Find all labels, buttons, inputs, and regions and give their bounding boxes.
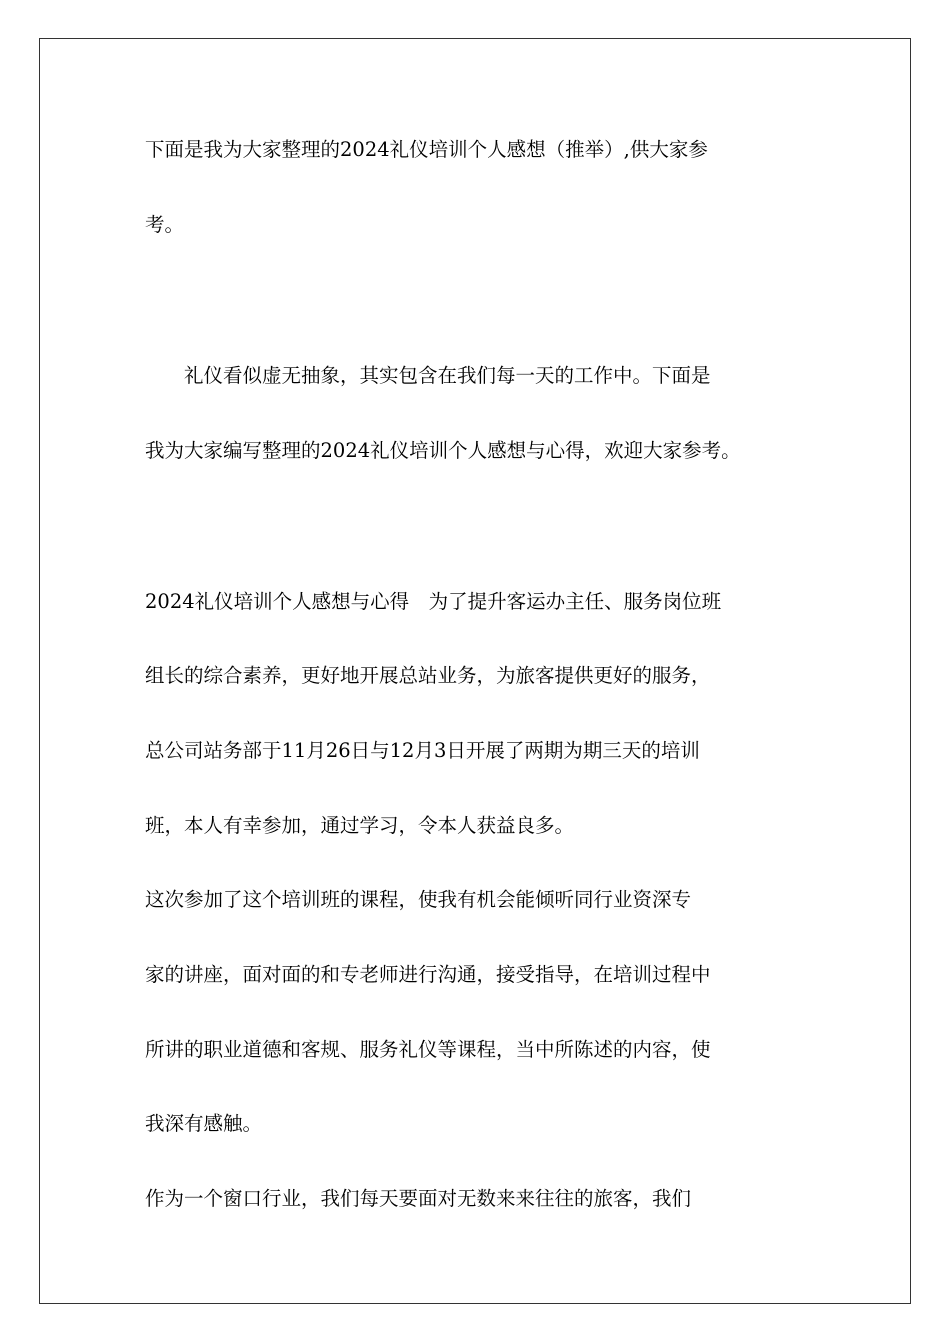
text-line-para3-2: 家的讲座，面对面的和专老师进行沟通，接受指导，在培训过程中 <box>145 963 711 986</box>
text-line-para3-3: 所讲的职业道德和客规、服务礼仪等课程，当中所陈述的内容，使 <box>145 1038 711 1061</box>
text-line-para3-1: 这次参加了这个培训班的课程，使我有机会能倾听同行业资深专 <box>145 888 692 911</box>
text-line-para1-1: 礼仪看似虚无抽象，其实包含在我们每一天的工作中。下面是 <box>145 364 711 387</box>
text-line-para3-4: 我深有感触。 <box>145 1112 263 1135</box>
text-line-para2-4: 班，本人有幸参加，通过学习，令本人获益良多。 <box>145 814 575 837</box>
text-line-intro-2: 考。 <box>145 213 185 236</box>
text-line-para4-1: 作为一个窗口行业，我们每天要面对无数来来往往的旅客，我们 <box>145 1187 692 1210</box>
text-line-para2-3: 总公司站务部于11月26日与12月3日开展了两期为期三天的培训 <box>145 739 700 762</box>
text-line-para1-2: 我为大家编写整理的2024礼仪培训个人感想与心得，欢迎大家参考。 <box>145 439 741 462</box>
text-line-para2-1: 2024礼仪培训个人感想与心得 为了提升客运办主任、服务岗位班 <box>145 590 722 613</box>
text-line-para2-2: 组长的综合素养，更好地开展总站业务，为旅客提供更好的服务， <box>145 664 711 687</box>
text-line-intro-1: 下面是我为大家整理的2024礼仪培训个人感想（推举）,供大家参 <box>145 138 708 161</box>
